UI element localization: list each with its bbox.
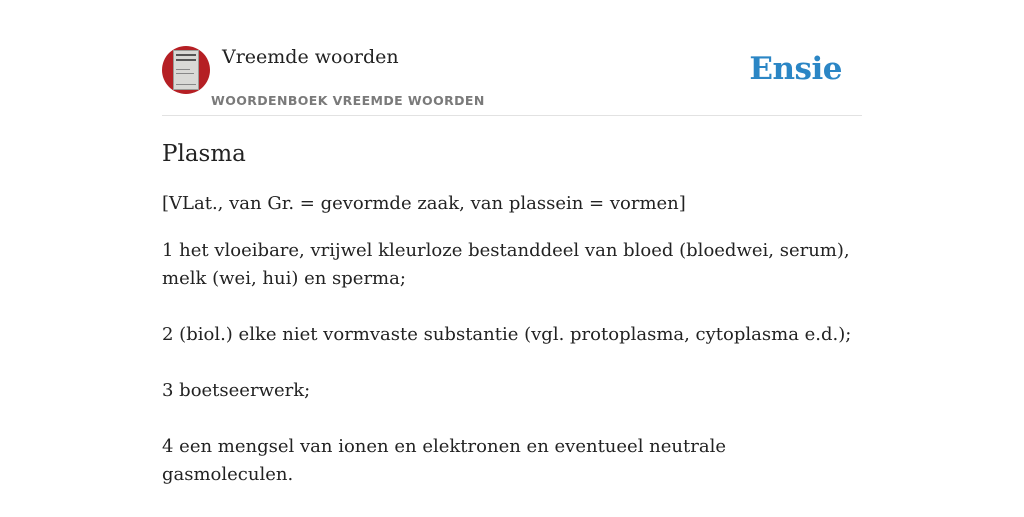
entry-header — [162, 44, 862, 116]
entry-card — [162, 44, 862, 517]
definition-item: 1 het vloeibare, vrijwel kleurloze bestanddeel van bloed (bloedwei, serum), melk (wei, hui) en sperma; — [162, 240, 850, 289]
definition-list — [162, 237, 862, 489]
entry-term: Plasma — [162, 141, 246, 167]
ensie-logo[interactable]: Ensie — [749, 51, 842, 87]
source-subtitle[interactable]: WOORDENBOEK VREEMDE WOORDEN — [211, 93, 485, 108]
entry-etymology: [VLat., van Gr. = gevormde zaak, van plassein = vormen] — [162, 193, 686, 214]
definition-item: 3 boetseerwerk; — [162, 380, 311, 401]
book-cover-icon — [173, 50, 199, 90]
definition-item: 2 (biol.) elke niet vormvaste substantie (vgl. protoplasma, cytoplasma e.d.); — [162, 324, 852, 345]
source-avatar[interactable] — [162, 46, 210, 94]
definition-item: 4 een mengsel van ionen en elektronen en eventueel neutrale gasmoleculen. — [162, 436, 726, 485]
source-name[interactable]: Vreemde woorden — [222, 46, 399, 68]
